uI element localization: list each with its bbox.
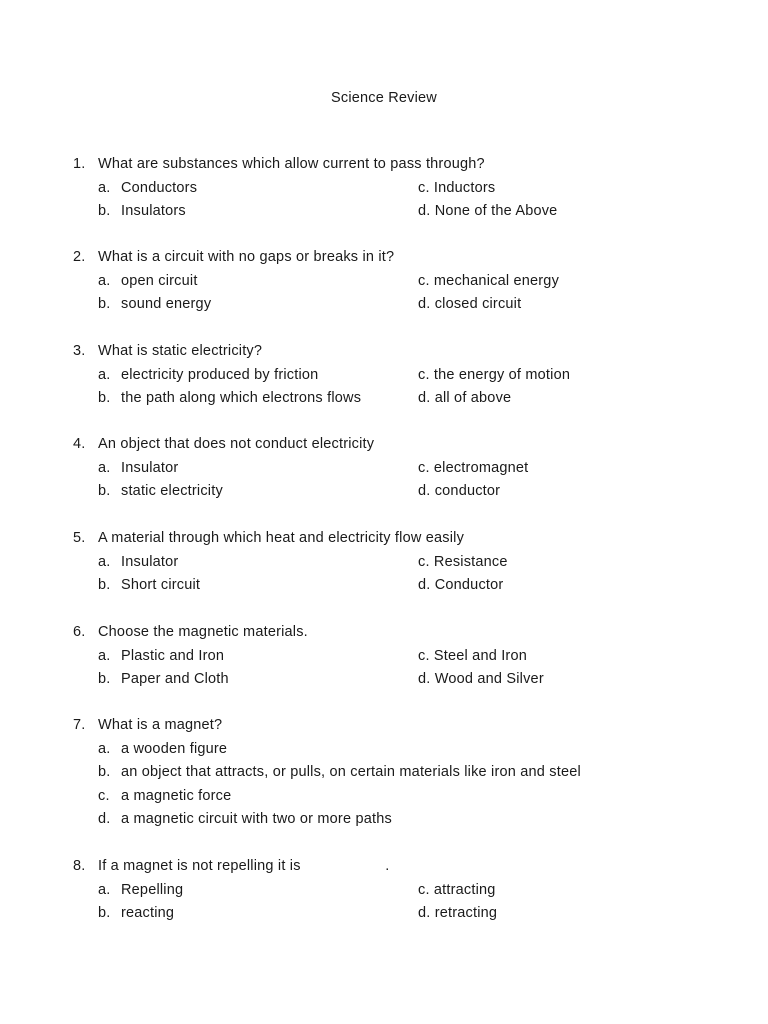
option-text: d. Conductor: [418, 577, 504, 593]
option-row: [73, 739, 713, 763]
question-text: If a magnet is not repelling it is .: [98, 858, 390, 874]
option-letter: b.: [98, 764, 111, 780]
option-row: [73, 575, 713, 599]
option-text: Short circuit: [121, 577, 201, 593]
option-text: d. closed circuit: [418, 296, 522, 312]
option-row: [73, 201, 713, 225]
question-text: What is a circuit with no gaps or breaks in it?: [98, 249, 395, 265]
option-row: [73, 786, 713, 810]
option-row: [73, 552, 713, 576]
option-text: c. mechanical energy: [418, 272, 560, 289]
option-row: [73, 365, 713, 389]
question-number: 6.: [73, 624, 86, 640]
option-row: [73, 762, 713, 786]
option-text: static electricity: [121, 483, 223, 499]
option-letter: a.: [98, 179, 111, 196]
option-text: d. Wood and Silver: [418, 671, 544, 687]
question-text: What is a magnet?: [98, 717, 223, 733]
option-text: Paper and Cloth: [121, 671, 229, 687]
option-text: c. electromagnet: [418, 459, 529, 476]
option-text: d. retracting: [418, 905, 498, 921]
option-row: [73, 903, 713, 927]
option-row: [73, 809, 713, 833]
option-row: [73, 646, 713, 670]
option-text: a wooden figure: [121, 740, 228, 757]
option-text: the path along which electrons flows: [121, 390, 362, 406]
question-number: 2.: [73, 249, 86, 265]
question-text: A material through which heat and electricity flow easily: [98, 530, 465, 546]
option-letter: b.: [98, 390, 111, 406]
option-text: c. Resistance: [418, 553, 508, 570]
question-number: 5.: [73, 530, 86, 546]
option-letter: b.: [98, 905, 111, 921]
question-number: 1.: [73, 156, 86, 172]
option-letter: a.: [98, 647, 111, 664]
option-text: c. attracting: [418, 881, 496, 898]
option-text: c. Inductors: [418, 179, 496, 196]
option-row: [73, 880, 713, 904]
option-row: [73, 178, 713, 202]
question-number: 3.: [73, 343, 86, 359]
option-row: [73, 294, 713, 318]
question-number: 4.: [73, 436, 86, 452]
question-6: [73, 622, 713, 693]
option-text: d. all of above: [418, 390, 512, 406]
option-letter: b.: [98, 671, 111, 687]
question-text: What are substances which allow current to pass through?: [98, 156, 485, 172]
question-5: [73, 528, 713, 599]
option-letter: a.: [98, 459, 111, 476]
option-text: Insulators: [121, 203, 186, 219]
question-4: [73, 434, 713, 505]
question-number: 8.: [73, 858, 86, 874]
option-letter: a.: [98, 881, 111, 898]
option-letter: b.: [98, 483, 111, 499]
option-row: [73, 669, 713, 693]
page-title: Science Review: [331, 90, 437, 106]
option-letter: a.: [98, 272, 111, 289]
option-letter: c.: [98, 787, 110, 804]
option-row: [73, 458, 713, 482]
option-letter: a.: [98, 366, 111, 383]
option-text: electricity produced by friction: [121, 366, 319, 383]
question-text: What is static electricity?: [98, 343, 263, 359]
option-text: a magnetic force: [121, 787, 232, 804]
option-text: Conductors: [121, 179, 198, 196]
question-2: [73, 247, 713, 318]
option-text: Insulator: [121, 553, 179, 570]
option-text: open circuit: [121, 272, 198, 289]
question-3: [73, 341, 713, 412]
option-text: sound energy: [121, 296, 212, 312]
option-text: Plastic and Iron: [121, 647, 225, 664]
option-text: a magnetic circuit with two or more paths: [121, 811, 392, 827]
option-text: c. the energy of motion: [418, 366, 571, 383]
question-1: [73, 154, 713, 225]
question-number: 7.: [73, 717, 86, 733]
option-letter: a.: [98, 740, 111, 757]
option-text: d. conductor: [418, 483, 501, 499]
option-text: c. Steel and Iron: [418, 647, 527, 664]
option-text: Repelling: [121, 881, 184, 898]
question-7: [73, 715, 713, 833]
option-letter: b.: [98, 296, 111, 312]
question-text: Choose the magnetic materials.: [98, 624, 308, 640]
option-row: [73, 481, 713, 505]
question-text: An object that does not conduct electricity: [98, 436, 375, 452]
option-letter: a.: [98, 553, 111, 570]
option-letter: b.: [98, 577, 111, 593]
option-letter: d.: [98, 811, 111, 827]
option-text: d. None of the Above: [418, 203, 558, 219]
option-text: an object that attracts, or pulls, on certain materials like iron and steel: [121, 764, 581, 780]
question-8: [73, 856, 713, 927]
option-text: reacting: [121, 905, 175, 921]
option-letter: b.: [98, 203, 111, 219]
option-row: [73, 388, 713, 412]
option-row: [73, 271, 713, 295]
option-text: Insulator: [121, 459, 179, 476]
